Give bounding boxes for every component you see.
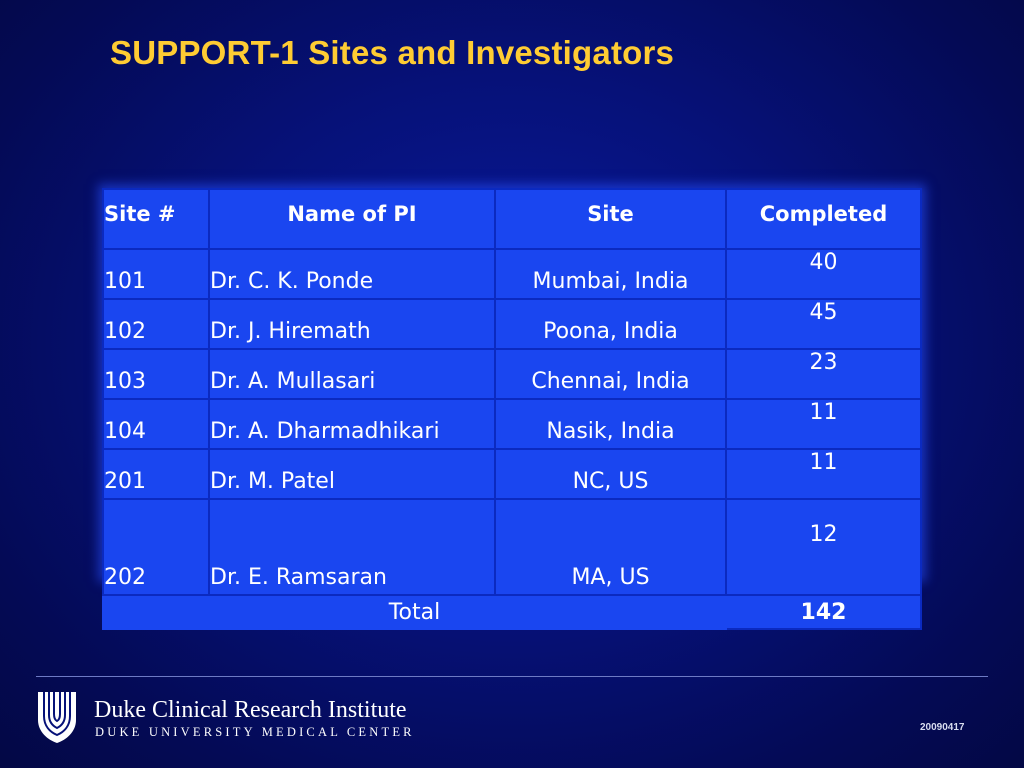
duke-shield-icon: [36, 690, 78, 744]
cell-site: MA, US: [495, 499, 726, 595]
sites-table-container: [102, 188, 922, 625]
total-label: Total: [103, 595, 726, 629]
table-row: [103, 399, 921, 449]
total-value: 142: [726, 595, 921, 629]
cell-completed: 45: [726, 299, 921, 349]
header-site-num: Site #: [103, 189, 209, 249]
table-row: [103, 299, 921, 349]
cell-pi-name: Dr. A. Mullasari: [209, 349, 495, 399]
cell-completed: 11: [726, 399, 921, 449]
cell-pi-name: Dr. C. K. Ponde: [209, 249, 495, 299]
cell-site: NC, US: [495, 449, 726, 499]
header-site: Site: [495, 189, 726, 249]
header-pi-name: Name of PI: [209, 189, 495, 249]
sites-table: [102, 188, 922, 630]
cell-site: Nasik, India: [495, 399, 726, 449]
cell-site-num: 201: [103, 449, 209, 499]
header-completed: Completed: [726, 189, 921, 249]
cell-completed: 11: [726, 449, 921, 499]
table-row: [103, 499, 921, 595]
table-total-row: [103, 595, 921, 629]
cell-site: Poona, India: [495, 299, 726, 349]
cell-site: Mumbai, India: [495, 249, 726, 299]
slide-title: SUPPORT-1 Sites and Investigators: [110, 34, 675, 71]
org-name: Duke Clinical Research Institute: [94, 697, 407, 723]
table-row: [103, 449, 921, 499]
cell-site-num: 202: [103, 499, 209, 595]
slide-code: 20090417: [920, 722, 965, 733]
cell-site-num: 101: [103, 249, 209, 299]
table-row: [103, 349, 921, 399]
cell-completed: 12: [726, 499, 921, 595]
cell-completed: 23: [726, 349, 921, 399]
cell-site-num: 102: [103, 299, 209, 349]
cell-site-num: 103: [103, 349, 209, 399]
cell-site-num: 104: [103, 399, 209, 449]
org-subtitle: DUKE UNIVERSITY MEDICAL CENTER: [95, 725, 415, 739]
footer-divider: [36, 676, 988, 677]
cell-pi-name: Dr. A. Dharmadhikari: [209, 399, 495, 449]
cell-pi-name: Dr. J. Hiremath: [209, 299, 495, 349]
cell-completed: 40: [726, 249, 921, 299]
cell-pi-name: Dr. E. Ramsaran: [209, 499, 495, 595]
cell-pi-name: Dr. M. Patel: [209, 449, 495, 499]
table-row: [103, 249, 921, 299]
cell-site: Chennai, India: [495, 349, 726, 399]
table-header-row: [103, 189, 921, 249]
